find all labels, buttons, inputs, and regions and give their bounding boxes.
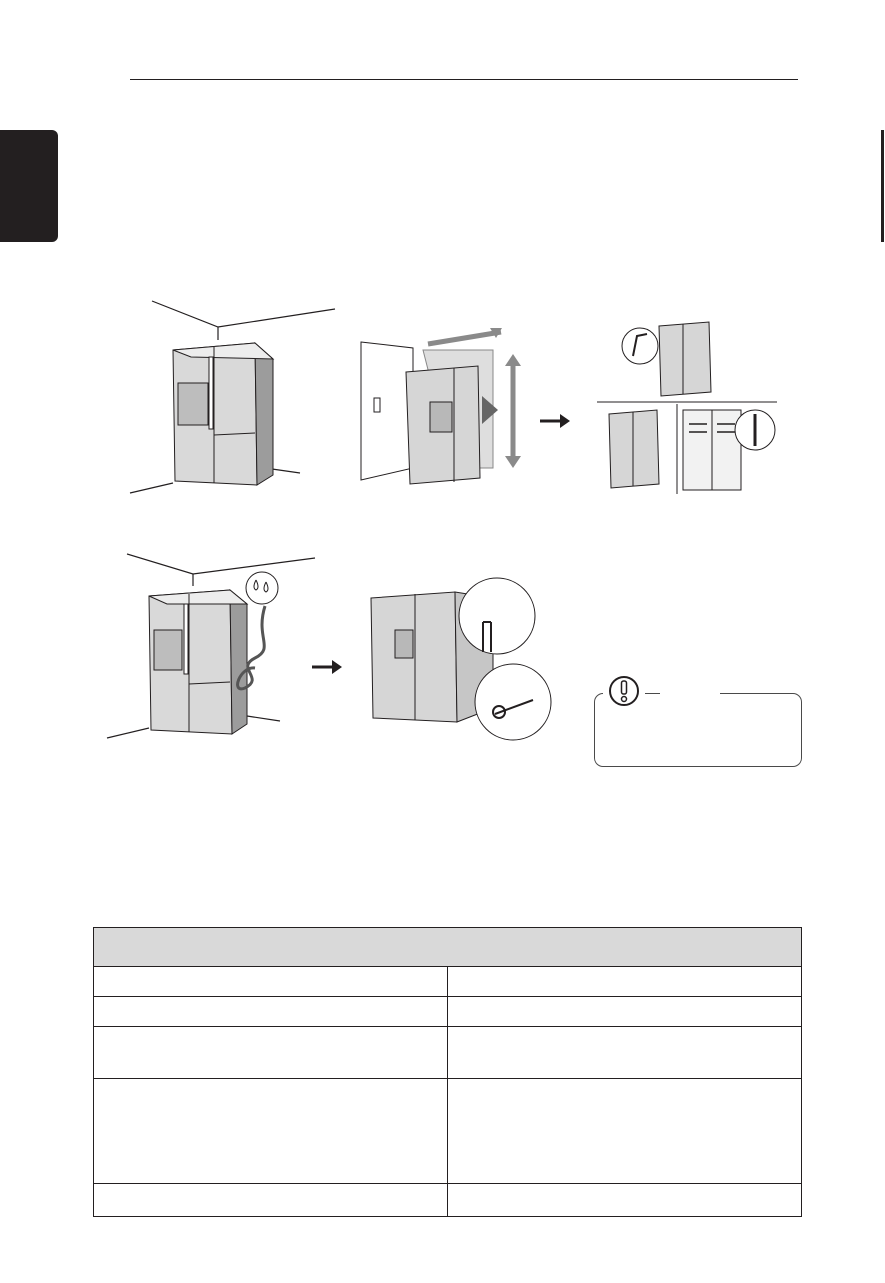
language-side-tab <box>0 130 58 242</box>
exclamation-icon <box>603 672 645 710</box>
water-drop-icon <box>246 572 278 604</box>
spec-table <box>93 927 802 1217</box>
table-cell-value <box>448 1079 802 1184</box>
table-cell-value <box>448 997 802 1027</box>
table-cell-value <box>448 967 802 997</box>
table-cell-label <box>94 1079 448 1184</box>
edge-marker <box>881 130 884 242</box>
arrow-right-icon <box>538 412 572 430</box>
table-row <box>94 1079 802 1184</box>
fridge-corner-illustration <box>125 295 340 500</box>
table-header <box>94 928 802 967</box>
leveling-illustration <box>365 576 553 744</box>
table-cell-label <box>94 1184 448 1217</box>
table-cell-value <box>448 1184 802 1217</box>
note-border-gap <box>660 692 720 695</box>
note-icon-wrap <box>603 672 645 710</box>
door-removal-illustration <box>597 318 782 498</box>
table-cell-label <box>94 997 448 1027</box>
doorway-measurement-illustration <box>358 328 528 486</box>
table-row <box>94 1184 802 1217</box>
water-line-illustration <box>105 548 320 743</box>
table-row <box>94 1027 802 1079</box>
table-cell-value <box>448 1027 802 1079</box>
table-header-row <box>94 928 802 967</box>
table-cell-label <box>94 1027 448 1079</box>
table-row <box>94 997 802 1027</box>
arrow-right-icon <box>310 658 344 676</box>
table-row <box>94 967 802 997</box>
header-rule <box>130 79 798 80</box>
table-cell-label <box>94 967 448 997</box>
